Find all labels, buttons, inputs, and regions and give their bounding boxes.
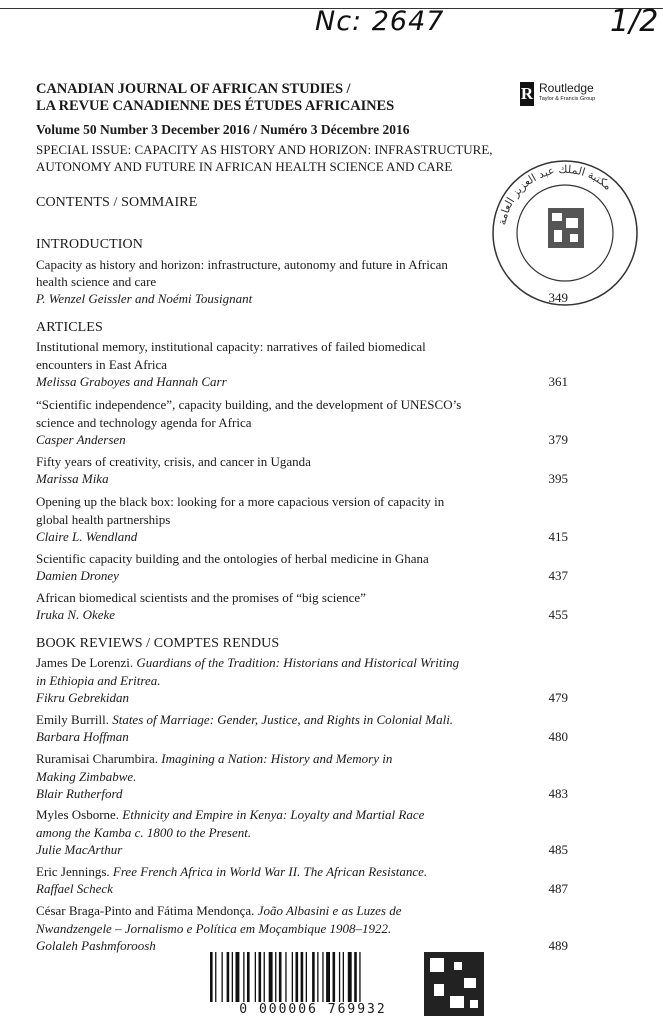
article-title-line-1: Opening up the black box: looking for a more capacious version of capacity in — [36, 494, 445, 509]
barcode-bar — [236, 952, 240, 1002]
journal-title-fr: LA REVUE CANADIENNE DES ÉTUDES AFRICAINES — [36, 98, 395, 114]
article-title-line-1: Institutional memory, institutional capacity: narratives of failed biomedical — [36, 339, 426, 354]
barcode-bar — [312, 952, 315, 1002]
barcode-bars — [208, 952, 418, 1002]
barcode-bar — [269, 952, 273, 1002]
barcode — [208, 952, 418, 1020]
barcode-bar — [354, 952, 357, 1002]
barcode-bar — [243, 952, 244, 1002]
barcode-bar — [292, 952, 293, 1002]
article-title-line-2: encounters in East Africa — [36, 357, 168, 372]
review-book-author: Eric Jennings. — [36, 864, 110, 879]
article-authors: Marissa Mika — [36, 471, 109, 486]
review-book-title-cont: among the Kamba c. 1800 to the Present. — [36, 825, 252, 840]
svg-text:مكتبة الملك عبد العزيز العامة: مكتبة الملك عبد العزيز العامة — [495, 162, 615, 227]
article-authors: Iruka N. Okeke — [36, 607, 116, 622]
publisher-sub: Taylor & Francis Group — [539, 96, 596, 102]
reviewer: Julie MacArthur — [36, 842, 123, 857]
barcode-bar — [215, 952, 216, 1002]
review-line-1 — [36, 654, 459, 672]
review-book-title: States of Marriage: Gender, Justice, and Rights in Colonial Mali. — [112, 712, 454, 727]
journal-title-en: CANADIAN JOURNAL OF AFRICAN STUDIES / — [36, 81, 351, 97]
special-issue-line-2: AUTONOMY AND FUTURE IN AFRICAN HEALTH SCIENCE AND CARE — [36, 159, 453, 174]
review-book-title-cont: Making Zimbabwe. — [36, 769, 137, 784]
barcode-bar — [343, 952, 344, 1002]
barcode-bar — [232, 952, 233, 1002]
barcode-bar — [279, 952, 282, 1002]
barcode-bar — [259, 952, 262, 1002]
review-page-number: 480 — [548, 729, 568, 744]
review-line-1 — [36, 902, 402, 920]
article-authors: Casper Andersen — [36, 432, 126, 447]
review-book-author: César Braga-Pinto and Fátima Mendonça. — [36, 903, 255, 918]
publisher-name: Routledge — [539, 81, 594, 95]
barcode-digits: 0 000006 769932 — [239, 1002, 387, 1017]
barcode-bar — [222, 952, 223, 1002]
routledge-r-icon: R — [520, 82, 534, 106]
article-authors: Claire L. Wendland — [36, 529, 138, 544]
article-page-number: 379 — [548, 432, 568, 447]
barcode-bar — [275, 952, 276, 1002]
article-title-line-1: Scientific capacity building and the ontologies of herbal medicine in Ghana — [36, 551, 429, 566]
barcode-bar — [285, 952, 286, 1002]
stamp-graphic — [490, 158, 640, 308]
review-page-number: 489 — [548, 938, 568, 953]
barcode-bar — [306, 952, 307, 1002]
intro-title-line-2: health science and care — [36, 274, 157, 289]
review-book-title: João Albasini e as Luzes de — [257, 903, 402, 918]
barcode-bar — [326, 952, 330, 1002]
reviewer: Blair Rutherford — [36, 786, 123, 801]
barcode-bar — [359, 952, 360, 1002]
article-page-number: 415 — [548, 529, 568, 544]
article-title-line-2: global health partnerships — [36, 512, 171, 527]
handwritten-reference: Nc: 2647 — [315, 6, 445, 37]
review-book-author: Emily Burrill. — [36, 712, 109, 727]
library-stamp — [490, 158, 640, 308]
reviewer: Barbara Hoffman — [36, 729, 129, 744]
intro-authors: P. Wenzel Geissler and Noémi Tousignant — [36, 291, 253, 306]
article-title-line-2: science and technology agenda for Africa — [36, 415, 252, 430]
barcode-bar — [247, 952, 250, 1002]
article-page-number: 455 — [548, 607, 568, 622]
intro-title-line-1: Capacity as history and horizon: infrastructure, autonomy and future in African — [36, 257, 448, 272]
barcode-bar — [317, 952, 318, 1002]
article-title-line-1: “Scientific independence”, capacity building, and the development of UNESCO’s — [36, 397, 462, 412]
article-title-line-1: African biomedical scientists and the promises of “big science” — [36, 590, 366, 605]
review-book-title: Free French Africa in World War II. The African Resistance. — [112, 864, 428, 879]
review-book-author: James De Lorenzi. — [36, 655, 134, 670]
article-title-line-1: Fifty years of creativity, crisis, and cancer in Uganda — [36, 454, 311, 469]
barcode-bar — [301, 952, 304, 1002]
article-page-number: 361 — [548, 374, 568, 389]
review-line-1 — [36, 806, 424, 824]
handwritten-page-mark: 1/2 — [610, 4, 659, 39]
article-authors: Damien Droney — [36, 568, 119, 583]
article-page-number: 395 — [548, 471, 568, 486]
introduction-heading: INTRODUCTION — [36, 237, 143, 252]
qr-code-graphic — [424, 952, 484, 1016]
review-book-title-cont: in Ethiopia and Eritrea. — [36, 673, 161, 688]
review-line-1 — [36, 863, 427, 881]
barcode-bar — [227, 952, 230, 1002]
reviewer: Fikru Gebrekidan — [36, 690, 130, 705]
articles-heading: ARTICLES — [36, 320, 103, 335]
review-line-1 — [36, 750, 392, 768]
review-page-number: 487 — [548, 881, 568, 896]
review-page-number: 479 — [548, 690, 568, 705]
barcode-bar — [322, 952, 323, 1002]
reviewer: Raffael Scheck — [36, 881, 113, 896]
barcode-bar — [348, 952, 352, 1002]
volume-line: Volume 50 Number 3 December 2016 / Numéro 3 Décembre 2016 — [36, 122, 410, 137]
review-book-title: Guardians of the Tradition: Historians and Historical Writing — [136, 655, 460, 670]
contents-heading: CONTENTS / SOMMAIRE — [36, 195, 198, 210]
qr-code-block — [424, 952, 484, 1016]
barcode-bar — [339, 952, 340, 1002]
review-page-number: 483 — [548, 786, 568, 801]
review-page-number: 485 — [548, 842, 568, 857]
review-book-author: Ruramisai Charumbira. — [36, 751, 159, 766]
reviewer: Golaleh Pashmforoosh — [36, 938, 156, 953]
review-book-title: Imagining a Nation: History and Memory in — [161, 751, 393, 766]
review-line-1 — [36, 711, 453, 729]
reviews-heading: BOOK REVIEWS / COMPTES RENDUS — [36, 636, 280, 651]
special-issue-line-1: SPECIAL ISSUE: CAPACITY AS HISTORY AND HORIZON: INFRASTRUCTURE, — [36, 142, 493, 157]
barcode-bar — [296, 952, 299, 1002]
review-book-title-cont: Nwandzengele – Jornalismo e Política em Moçambique 1908–1922. — [36, 921, 392, 936]
barcode-bar — [255, 952, 256, 1002]
review-book-title: Ethnicity and Empire in Kenya: Loyalty and Martial Race — [122, 807, 425, 822]
barcode-bar — [210, 952, 213, 1002]
publisher-logo — [520, 82, 600, 106]
review-book-author: Myles Osborne. — [36, 807, 120, 822]
article-authors: Melissa Graboyes and Hannah Carr — [36, 374, 227, 389]
barcode-bar — [333, 952, 336, 1002]
intro-page-number: 349 — [548, 290, 568, 305]
barcode-bar — [264, 952, 265, 1002]
article-page-number: 437 — [548, 568, 568, 583]
